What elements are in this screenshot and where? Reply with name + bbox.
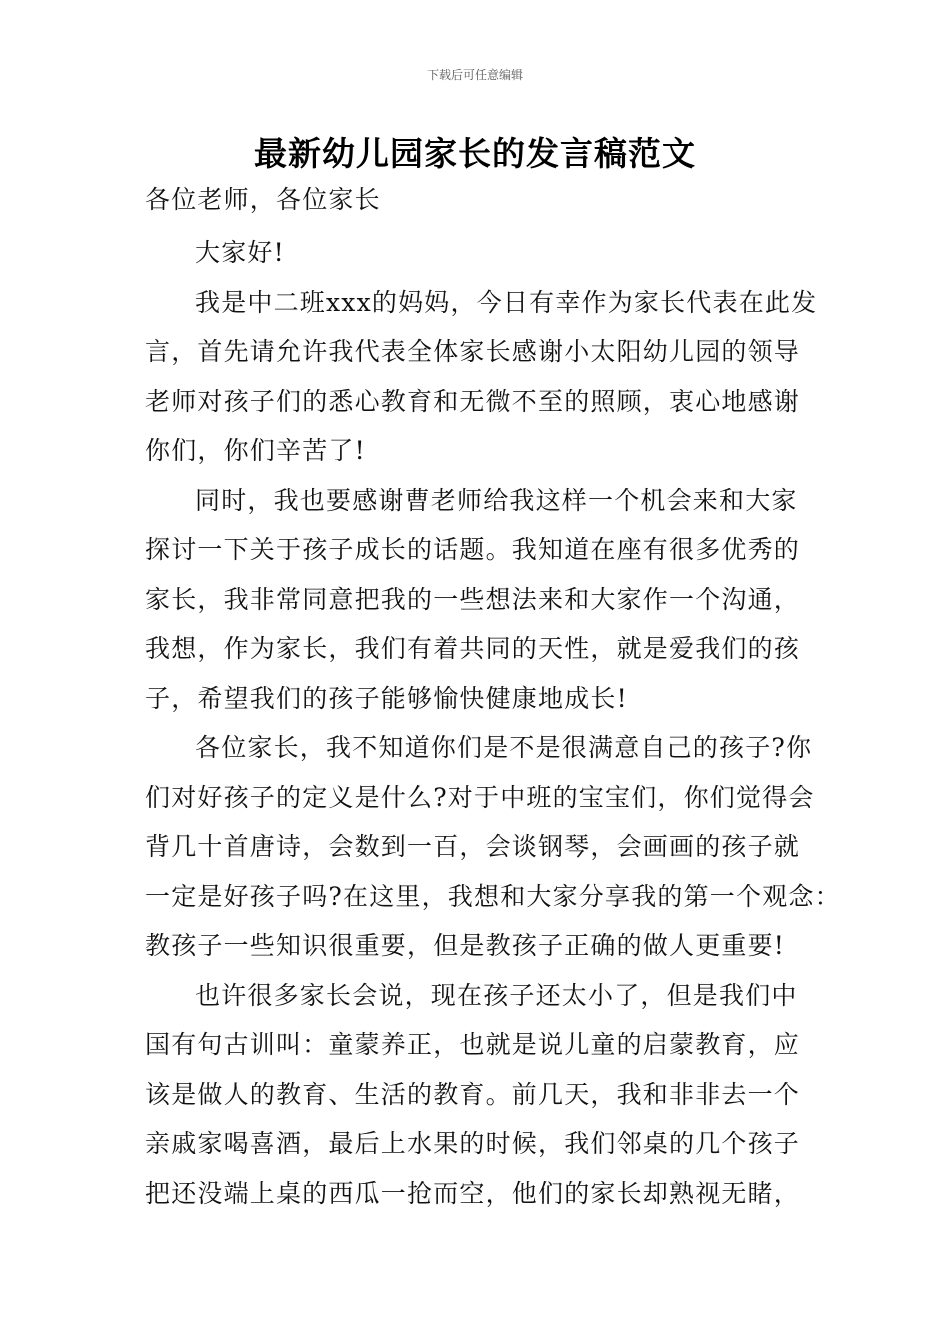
greeting: 大家好! — [195, 238, 285, 267]
paragraph-line: 也许很多家长会说，现在孩子还太小了，但是我们中 — [195, 980, 798, 1010]
paragraph-line: 们对好孩子的定义是什么?对于中班的宝宝们，你们觉得会 — [145, 782, 815, 812]
paragraph-line: 言，首先请允许我代表全体家长感谢小太阳幼儿园的领导 — [145, 337, 801, 366]
paragraph-line: 探讨一下关于孩子成长的话题。我知道在座有很多优秀的 — [145, 535, 801, 564]
paragraph-line: 一定是好孩子吗?在这里，我想和大家分享我的第一个观念： — [145, 881, 841, 911]
paragraph-line: 我是中二班xxx的妈妈，今日有幸作为家长代表在此发 — [195, 287, 818, 317]
paragraph-line: 国有句古训叫：童蒙养正，也就是说儿童的启蒙教育，应 — [145, 1030, 801, 1059]
paragraph-line: 我想，作为家长，我们有着共同的天性，就是爱我们的孩 — [145, 634, 801, 663]
salutation: 各位老师，各位家长 — [145, 185, 381, 214]
document-title: 最新幼儿园家长的发言稿范文 — [254, 134, 696, 173]
paragraph-line: 你们，你们辛苦了! — [145, 436, 366, 465]
document-body — [145, 180, 841, 1218]
paragraph-line: 老师对孩子们的悉心教育和无微不至的照顾，衷心地感谢 — [145, 386, 801, 416]
paragraph-line: 同时，我也要感谢曹老师给我这样一个机会来和大家 — [195, 485, 798, 515]
paragraph-3 — [145, 723, 841, 971]
paragraph-line: 各位家长，我不知道你们是不是很满意自己的孩子?你 — [195, 733, 813, 762]
paragraph-4 — [145, 971, 815, 1219]
paragraph-line: 家长，我非常同意把我的一些想法来和大家作一个沟通， — [145, 584, 801, 614]
paragraph-line: 背几十首唐诗，会数到一百，会谈钢琴，会画画的孩子就 — [145, 832, 801, 861]
paragraph-1 — [145, 278, 818, 476]
paragraph-line: 子，希望我们的孩子能够愉快健康地成长! — [145, 683, 628, 713]
paragraph-2 — [145, 476, 815, 724]
header-note: 下载后可任意编辑 — [426, 68, 523, 82]
paragraph-line: 亲戚家喝喜酒，最后上水果的时候，我们邻桌的几个孩子 — [145, 1129, 801, 1158]
paragraph-line: 教孩子一些知识很重要，但是教孩子正确的做人更重要! — [145, 931, 786, 960]
paragraph-line: 把还没端上桌的西瓜一抢而空，他们的家长却熟视无睹， — [145, 1178, 801, 1208]
paragraph-line: 该是做人的教育、生活的教育。前几天，我和非非去一个 — [145, 1079, 801, 1109]
